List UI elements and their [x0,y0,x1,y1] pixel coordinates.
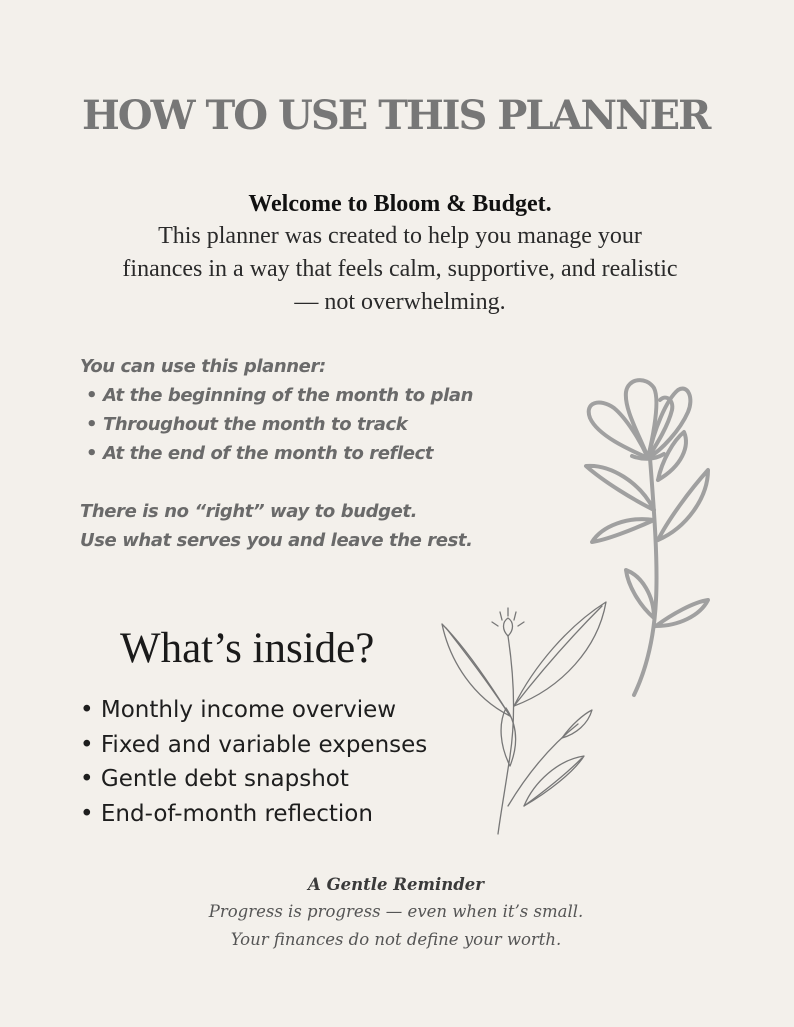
sprig-bud-lines [492,608,524,626]
page-title: HOW TO USE THIS PLANNER [82,92,710,139]
inside-item: • Fixed and variable expenses [80,731,428,758]
sprig-leaf-vein [524,758,582,806]
usage-note-line: There is no “right” way to budget. [80,501,418,522]
reminder-line: Your finances do not define your worth. [230,930,562,949]
usage-note [80,497,550,555]
usage-list [80,381,550,468]
inside-item: • End-of-month reflection [80,800,373,827]
welcome-line: This planner was created to help you manage your [158,223,642,249]
sprig-leaf [514,602,606,706]
flower-leaf [586,466,654,510]
inside-item: • Monthly income overview [80,697,397,723]
flower-leaf [592,519,654,542]
usage-intro: You can use this planner: [80,356,326,377]
flower-leaf [626,570,654,618]
welcome-heading: Welcome to Bloom & Budget. [248,191,552,217]
usage-item: • At the end of the month to reflect [86,443,434,464]
usage-item: • Throughout the month to track [86,414,408,435]
sprig-leaf [442,624,510,716]
flower-petal [589,403,648,458]
usage-item: • At the beginning of the month to plan [86,385,474,406]
sprig-leaf-vein [514,606,602,706]
reminder-line: Progress is progress — even when it’s small. [208,902,584,921]
sprig-leaf-vein [446,628,510,716]
sprig-leaf [524,756,584,806]
leaf-sprig-illustration [438,596,610,838]
inside-item: • Gentle debt snapshot [80,766,349,792]
usage-section [80,352,550,555]
reminder-section [140,872,652,954]
welcome-line: — not overwhelming. [294,289,506,315]
inside-list [80,693,427,831]
flower-leaf [658,470,708,540]
welcome-body [60,220,740,319]
usage-note-line: Use what serves you and leave the rest. [80,530,473,551]
welcome-line: finances in a way that feels calm, supportive, and realistic [122,256,678,282]
welcome-section [60,188,740,319]
reminder-title: A Gentle Reminder [308,875,484,894]
sprig-bud [504,618,513,636]
inside-title: What’s inside? [120,625,375,672]
sprig-stem [498,636,514,834]
flower-leaf [656,600,708,626]
